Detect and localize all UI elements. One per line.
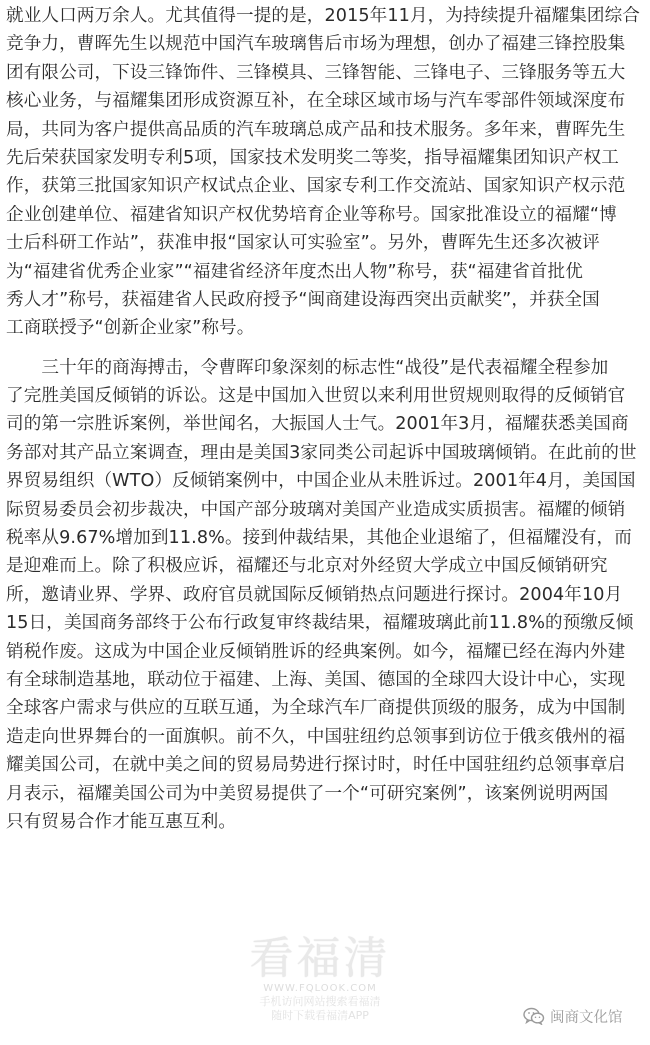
watermark-url: WWW.FQLOOK.COM xyxy=(263,983,377,994)
text-line: 有全球制造基地，联动位于福建、上海、美国、德国的全球四大设计中心，实现 xyxy=(6,669,626,690)
text-line: 15日，美国商务部终于公布行政复审终裁结果，福耀玻璃此前11.8%的预缴反倾 xyxy=(6,613,634,634)
text-line: 团有限公司，下设三锋饰件、三锋模具、三锋智能、三锋电子、三锋服务等五大 xyxy=(6,62,626,83)
text-line: 务部对其产品立案调查，理由是美国3家同类公司起诉中国玻璃倾销。在此前的世 xyxy=(6,442,637,463)
site-watermark xyxy=(200,935,440,1023)
account-badge xyxy=(523,1002,623,1030)
text-line: 只有贸易合作才能互惠互利。 xyxy=(6,811,237,832)
text-line: 际贸易委员会初步裁决，中国产部分玻璃对美国产业造成实质损害。福耀的倾销 xyxy=(6,499,626,520)
text-line: 了完胜美国反倾销的诉讼。这是中国加入世贸以来利用世贸规则取得的反倾销官 xyxy=(6,386,626,407)
text-line: 界贸易组织（WTO）反倾销案例中，中国企业从未胜诉过。2001年4月，美国国 xyxy=(6,471,636,492)
watermark-tip: 随时下载看福清APP xyxy=(271,1009,369,1022)
text-line: 秀人才”称号，获福建省人民政府授予“闽商建设海西突出贡献奖”，并获全国 xyxy=(6,289,600,310)
text-line: 士后科研工作站”，获准申报“国家认可实验室”。另外，曹晖先生还多次被评 xyxy=(6,233,600,254)
text-line: 所，邀请业界、学界、政府官员就国际反倾销热点问题进行探讨。2004年10月 xyxy=(6,584,623,605)
text-line: 局，共同为客户提供高品质的汽车玻璃总成产品和技术服务。多年来，曹晖先生 xyxy=(6,119,626,140)
account-name: 闽商文化馆 xyxy=(550,1009,623,1026)
text-line: 企业创建单位、福建省知识产权优势培育企业等称号。国家批准设立的福耀“博 xyxy=(6,204,617,225)
text-line: 先后荣获国家发明专利5项，国家技术发明奖二等奖，指导福耀集团知识产权工 xyxy=(6,147,619,168)
watermark-tip: 手机访问网站搜索看福清 xyxy=(259,995,381,1008)
text-line: 是迎难而上。除了积极应诉，福耀还与北京对外经贸大学成立中国反倾销研究 xyxy=(6,556,608,577)
text-line: 月表示，福耀美国公司为中美贸易提供了一个“可研究案例”，该案例说明两国 xyxy=(6,783,609,804)
text-line: 为“福建省优秀企业家”“福建省经济年度杰出人物”称号，获“福建省首批优 xyxy=(6,261,583,282)
text-line: 全球客户需求与供应的互联互通，为全球汽车厂商提供顶级的服务，成为中国制 xyxy=(6,698,626,719)
article-body xyxy=(6,0,646,836)
text-line: 销税作废。这成为中国企业反倾销胜诉的经典案例。如今，福耀已经在海内外建 xyxy=(6,641,626,662)
text-line: 耀美国公司，在就中美之间的贸易局势进行探讨时，时任中国驻纽约总领事章启 xyxy=(6,755,626,776)
text-line: 竞争力，曹晖先生以规范中国汽车玻璃售后市场为理想，创办了福建三锋控股集 xyxy=(6,34,626,55)
text-line: 就业人口两万余人。尤其值得一提的是，2015年11月，为持续提升福耀集团综合 xyxy=(6,6,640,26)
text-line: 司的第一宗胜诉案例，举世闻名，大振国人士气。2001年3月，福耀获悉美国商 xyxy=(6,414,629,435)
text-line: 核心业务，与福耀集团形成资源互补，在全球区域市场与汽车零部件领域深度布 xyxy=(6,91,626,112)
text-line: 造走向世界舞台的一面旗帜。前不久，中国驻纽约总领事到访位于俄亥俄州的福 xyxy=(6,726,626,747)
text-line: 税率从9.67%增加到11.8%。接到仲裁结果，其他企业退缩了，但福耀没有，而 xyxy=(6,528,632,549)
paragraph-2 xyxy=(6,354,646,837)
text-line: 三十年的商海搏击，令曹晖印象深刻的标志性“战役”是代表福耀全程参加 xyxy=(6,357,609,378)
wechat-icon xyxy=(523,1007,545,1025)
text-line: 作，获第三批国家知识产权试点企业、国家专利工作交流站、国家知识产权示范 xyxy=(6,176,626,197)
paragraph-1 xyxy=(6,2,646,343)
text-line: 工商联授予“创新企业家”称号。 xyxy=(6,318,255,339)
watermark-logo: 看福清 xyxy=(249,933,391,984)
